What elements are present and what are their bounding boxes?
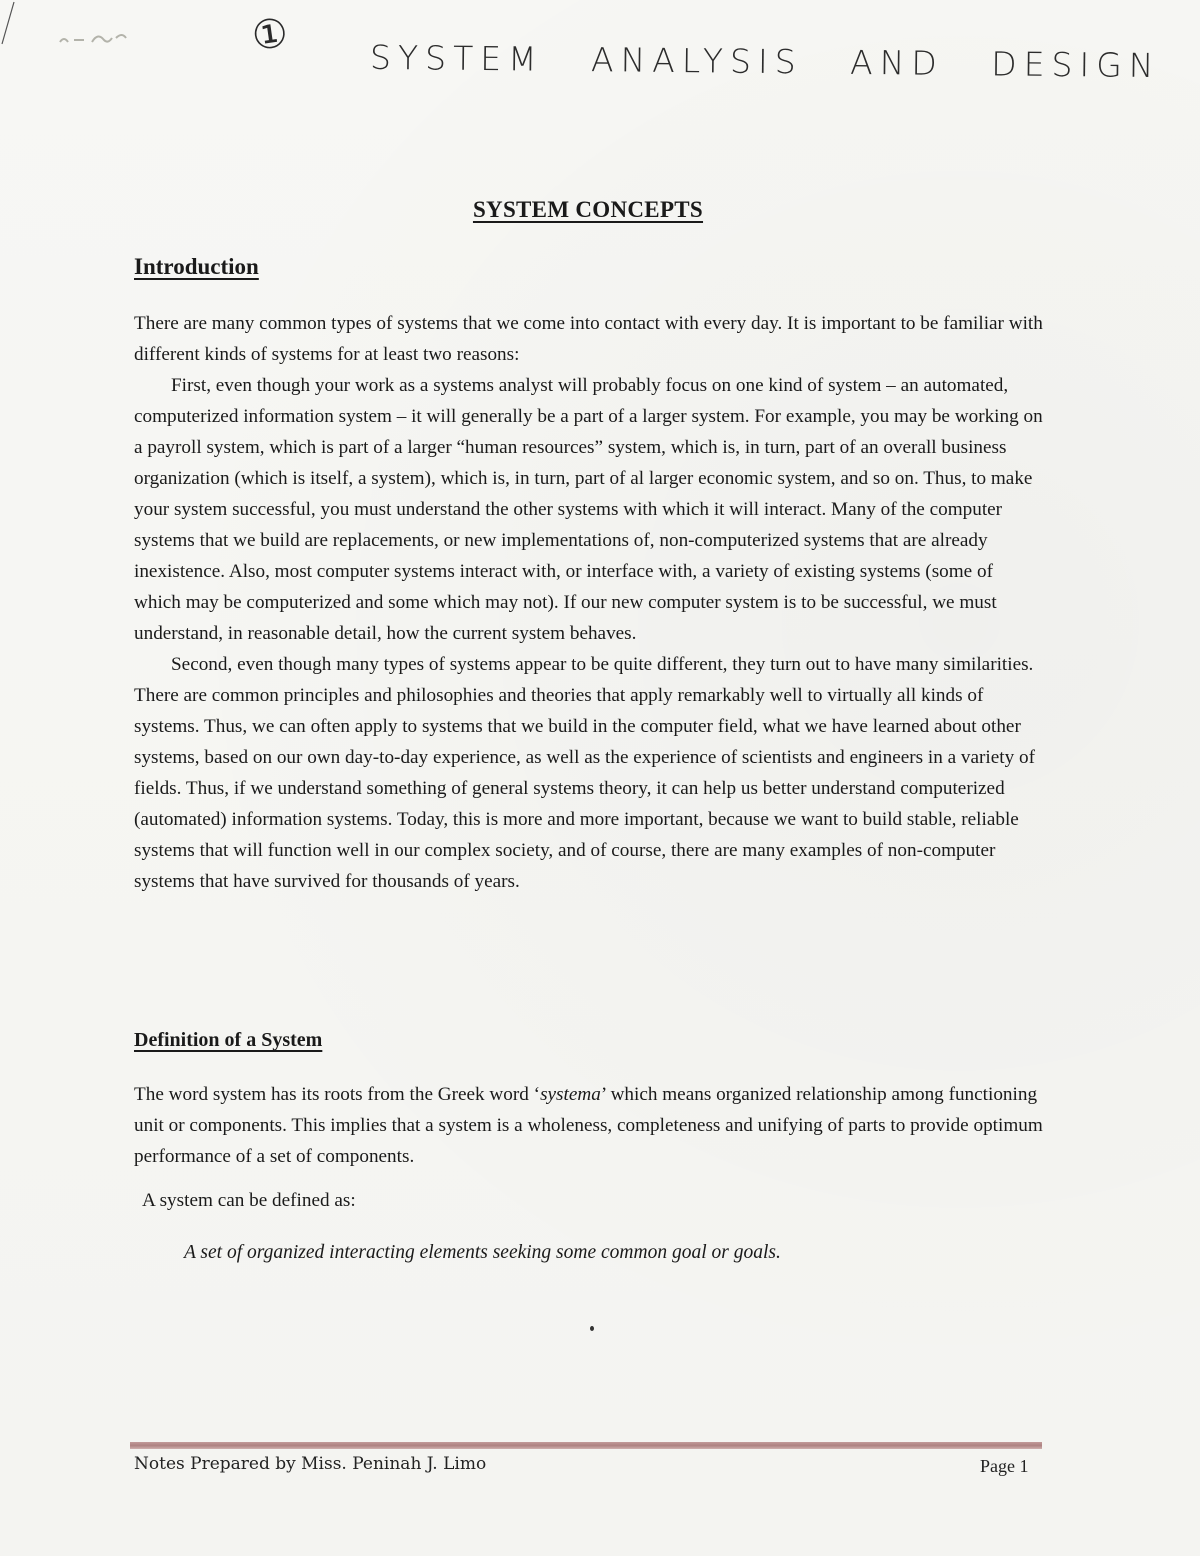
introduction-heading: Introduction [134, 254, 259, 279]
handwritten-page-number: ① [248, 9, 291, 61]
definition-quote: A set of organized interacting elements seeking some common goal or goals. [184, 1242, 781, 1263]
introduction-paragraph: There are many common types of systems that we come into contact with every day. It is important to be familiar with different kinds of systems for at least two reasons: [134, 313, 1043, 365]
corner-scribble [0, 0, 160, 70]
ink-speck [590, 1326, 594, 1331]
introduction-paragraph: First, even though your work as a systems analyst will probably focus on one kind of system – an automated, computerized information system – it will generally be a part of a larger system. For example, you may be working on a payroll system, which is part of a larger “human resources” system, which is, in turn, part of an overall business organization (which is itself, a system), which is, in turn, part of al larger economic system, and so on. Thus, to make your system successful, you must understand the other systems with which it will interact. Many of the computer systems that we build are replacements, or new implementations of, non-computerized systems that are already inexistence. Also, most computer systems interact with, or interface with, a variety of existing systems (some of which may be computerized and some which may not). If our new computer system is to be successful, we must understand, in reasonable detail, how the current system behaves. [134, 375, 1043, 644]
footer-page-number: Page 1 [980, 1456, 1029, 1476]
footer-author: Notes Prepared by Miss. Peninah J. Limo [134, 1454, 487, 1474]
introduction-paragraph: Second, even though many types of systems appear to be quite different, they turn out to have many similarities. There are common principles and philosophies and theories that apply remarkably well to virtually all kinds of systems. Thus, we can often apply to systems that we build in the computer field, what we have learned about other systems, based on our own day-to-day experience, as well as the experience of scientists and engineers in a variety of fields. Thus, if we understand something of general systems theory, it can help us better understand computerized (automated) information systems. Today, this is more and more important, because we want to build stable, reliable systems that will function well in our complex society, and of course, there are many examples of non-computer systems that have survived for thousands of years. [134, 654, 1035, 892]
definition-heading: Definition of a System [134, 1029, 323, 1051]
greek-word: systema [540, 1084, 601, 1105]
definition-text-start: The word system has its roots from the Greek word ‘ [134, 1084, 541, 1105]
introduction-body [134, 308, 1044, 897]
definition-paragraph [134, 1079, 1044, 1172]
page-title: SYSTEM CONCEPTS [472, 197, 704, 222]
definition-text-end: ’ which means organized relationship among functioning unit or components. This implies that a system is a wholeness, completeness and unifying of parts to provide optimum performance of a set of components. [134, 1084, 1043, 1167]
footer-divider [130, 1442, 1042, 1449]
definition-lead-in: A system can be defined as: [142, 1190, 356, 1211]
handwritten-course-title: SYSTEM ANALYSIS AND DESIGN [369, 37, 1161, 86]
